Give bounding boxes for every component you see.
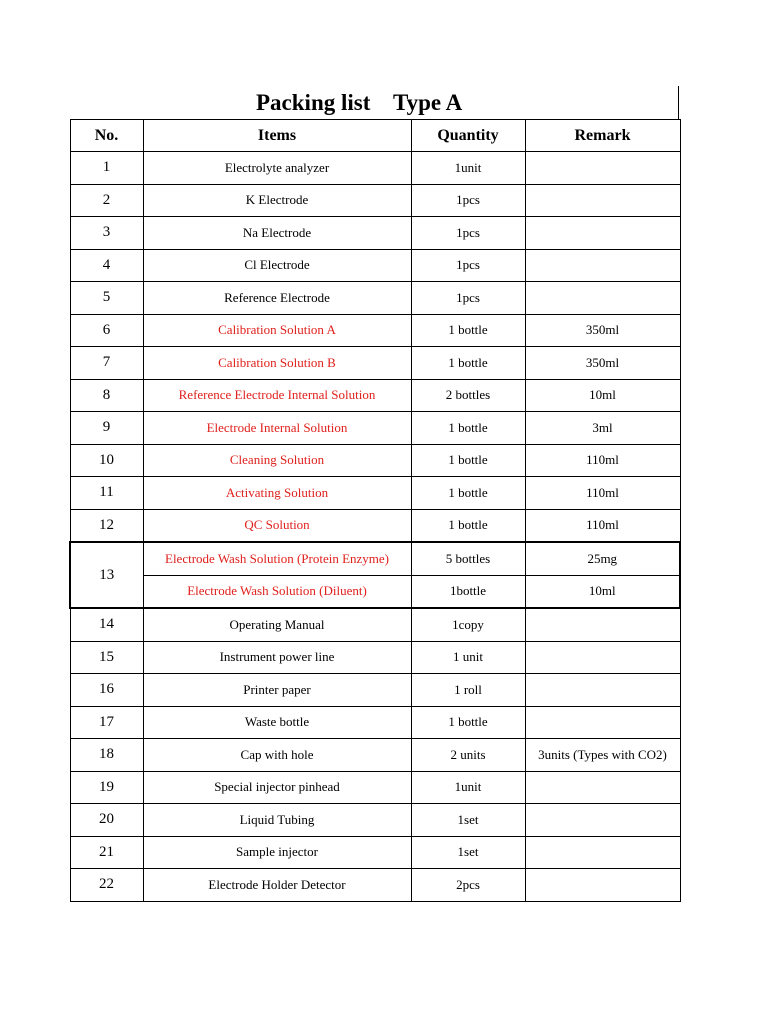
header-items: Items	[143, 120, 411, 152]
item-quantity: 1copy	[411, 608, 525, 641]
row-number: 6	[70, 314, 143, 347]
row-number: 18	[70, 739, 143, 772]
item-name: Electrode Wash Solution (Protein Enzyme)	[143, 542, 411, 575]
item-name: Calibration Solution A	[143, 314, 411, 347]
item-quantity: 1pcs	[411, 249, 525, 282]
row-number: 3	[70, 217, 143, 250]
item-quantity: 1set	[411, 804, 525, 837]
item-quantity: 1 bottle	[411, 444, 525, 477]
table-row	[70, 282, 680, 315]
item-name: Instrument power line	[143, 641, 411, 674]
item-quantity: 2 units	[411, 739, 525, 772]
item-name: Printer paper	[143, 674, 411, 707]
item-remark	[525, 608, 680, 641]
item-name: Electrode Holder Detector	[143, 869, 411, 902]
item-name: Cap with hole	[143, 739, 411, 772]
item-name: K Electrode	[143, 184, 411, 217]
item-name: Calibration Solution B	[143, 347, 411, 380]
item-remark: 3units (Types with CO2)	[525, 739, 680, 772]
item-quantity: 1 bottle	[411, 314, 525, 347]
row-number: 22	[70, 869, 143, 902]
packing-list-table	[69, 119, 681, 902]
table-row	[70, 869, 680, 902]
item-remark	[525, 706, 680, 739]
item-remark	[525, 771, 680, 804]
item-remark	[525, 674, 680, 707]
row-number: 1	[70, 152, 143, 185]
item-quantity: 1 bottle	[411, 706, 525, 739]
item-remark: 10ml	[525, 379, 680, 412]
item-quantity: 2 bottles	[411, 379, 525, 412]
table-row	[70, 804, 680, 837]
table-row	[70, 412, 680, 445]
item-remark: 25mg	[525, 542, 680, 575]
header-row	[70, 120, 680, 152]
table-row	[70, 217, 680, 250]
item-remark: 350ml	[525, 347, 680, 380]
table-row	[70, 542, 680, 575]
page-title: Packing list Type A	[256, 90, 463, 115]
item-remark	[525, 184, 680, 217]
item-remark: 110ml	[525, 477, 680, 510]
item-name: Cleaning Solution	[143, 444, 411, 477]
item-remark	[525, 869, 680, 902]
item-name: Waste bottle	[143, 706, 411, 739]
item-remark: 110ml	[525, 444, 680, 477]
row-number: 10	[70, 444, 143, 477]
row-number: 16	[70, 674, 143, 707]
item-remark	[525, 152, 680, 185]
table-row	[70, 706, 680, 739]
table-body	[70, 152, 680, 902]
row-number: 21	[70, 836, 143, 869]
item-remark: 350ml	[525, 314, 680, 347]
item-remark	[525, 282, 680, 315]
item-quantity: 1unit	[411, 771, 525, 804]
item-quantity: 1unit	[411, 152, 525, 185]
row-number: 7	[70, 347, 143, 380]
item-remark	[525, 249, 680, 282]
row-number: 8	[70, 379, 143, 412]
item-remark: 110ml	[525, 509, 680, 542]
row-number: 14	[70, 608, 143, 641]
table-row	[70, 347, 680, 380]
header-quantity: Quantity	[411, 120, 525, 152]
table-row	[70, 641, 680, 674]
item-name: Sample injector	[143, 836, 411, 869]
row-number: 5	[70, 282, 143, 315]
row-number: 20	[70, 804, 143, 837]
row-number: 19	[70, 771, 143, 804]
item-quantity: 1 bottle	[411, 477, 525, 510]
header-remark: Remark	[525, 120, 680, 152]
table-row	[70, 674, 680, 707]
table-row	[70, 771, 680, 804]
item-quantity: 1pcs	[411, 217, 525, 250]
table-row	[70, 444, 680, 477]
row-number: 11	[70, 477, 143, 510]
item-name: Cl Electrode	[143, 249, 411, 282]
item-quantity: 1bottle	[411, 575, 525, 608]
row-number: 9	[70, 412, 143, 445]
row-number: 4	[70, 249, 143, 282]
row-number: 17	[70, 706, 143, 739]
table-row	[70, 249, 680, 282]
item-quantity: 1pcs	[411, 282, 525, 315]
title-row	[69, 86, 679, 119]
item-remark	[525, 641, 680, 674]
item-name: Activating Solution	[143, 477, 411, 510]
item-name: Special injector pinhead	[143, 771, 411, 804]
table-row	[70, 739, 680, 772]
header-no: No.	[70, 120, 143, 152]
item-name: Electrode Wash Solution (Diluent)	[143, 575, 411, 608]
row-number: 12	[70, 509, 143, 542]
item-name: Operating Manual	[143, 608, 411, 641]
item-quantity: 1set	[411, 836, 525, 869]
item-quantity: 5 bottles	[411, 542, 525, 575]
item-quantity: 1 bottle	[411, 412, 525, 445]
item-remark: 3ml	[525, 412, 680, 445]
item-remark	[525, 804, 680, 837]
item-name: Reference Electrode	[143, 282, 411, 315]
table-row	[70, 152, 680, 185]
item-quantity: 1 bottle	[411, 347, 525, 380]
item-remark	[525, 217, 680, 250]
item-name: Electrolyte analyzer	[143, 152, 411, 185]
table-row	[70, 477, 680, 510]
row-number: 13	[70, 542, 143, 608]
item-remark: 10ml	[525, 575, 680, 608]
row-number: 15	[70, 641, 143, 674]
table-row	[70, 608, 680, 641]
item-name: QC Solution	[143, 509, 411, 542]
row-number: 2	[70, 184, 143, 217]
item-quantity: 1 unit	[411, 641, 525, 674]
item-quantity: 2pcs	[411, 869, 525, 902]
item-name: Na Electrode	[143, 217, 411, 250]
item-name: Electrode Internal Solution	[143, 412, 411, 445]
item-name: Reference Electrode Internal Solution	[143, 379, 411, 412]
table-row	[70, 184, 680, 217]
table-row	[70, 575, 680, 608]
item-quantity: 1 bottle	[411, 509, 525, 542]
item-name: Liquid Tubing	[143, 804, 411, 837]
table-row	[70, 509, 680, 542]
table-row	[70, 314, 680, 347]
item-quantity: 1pcs	[411, 184, 525, 217]
item-quantity: 1 roll	[411, 674, 525, 707]
table-row	[70, 836, 680, 869]
table-row	[70, 379, 680, 412]
item-remark	[525, 836, 680, 869]
